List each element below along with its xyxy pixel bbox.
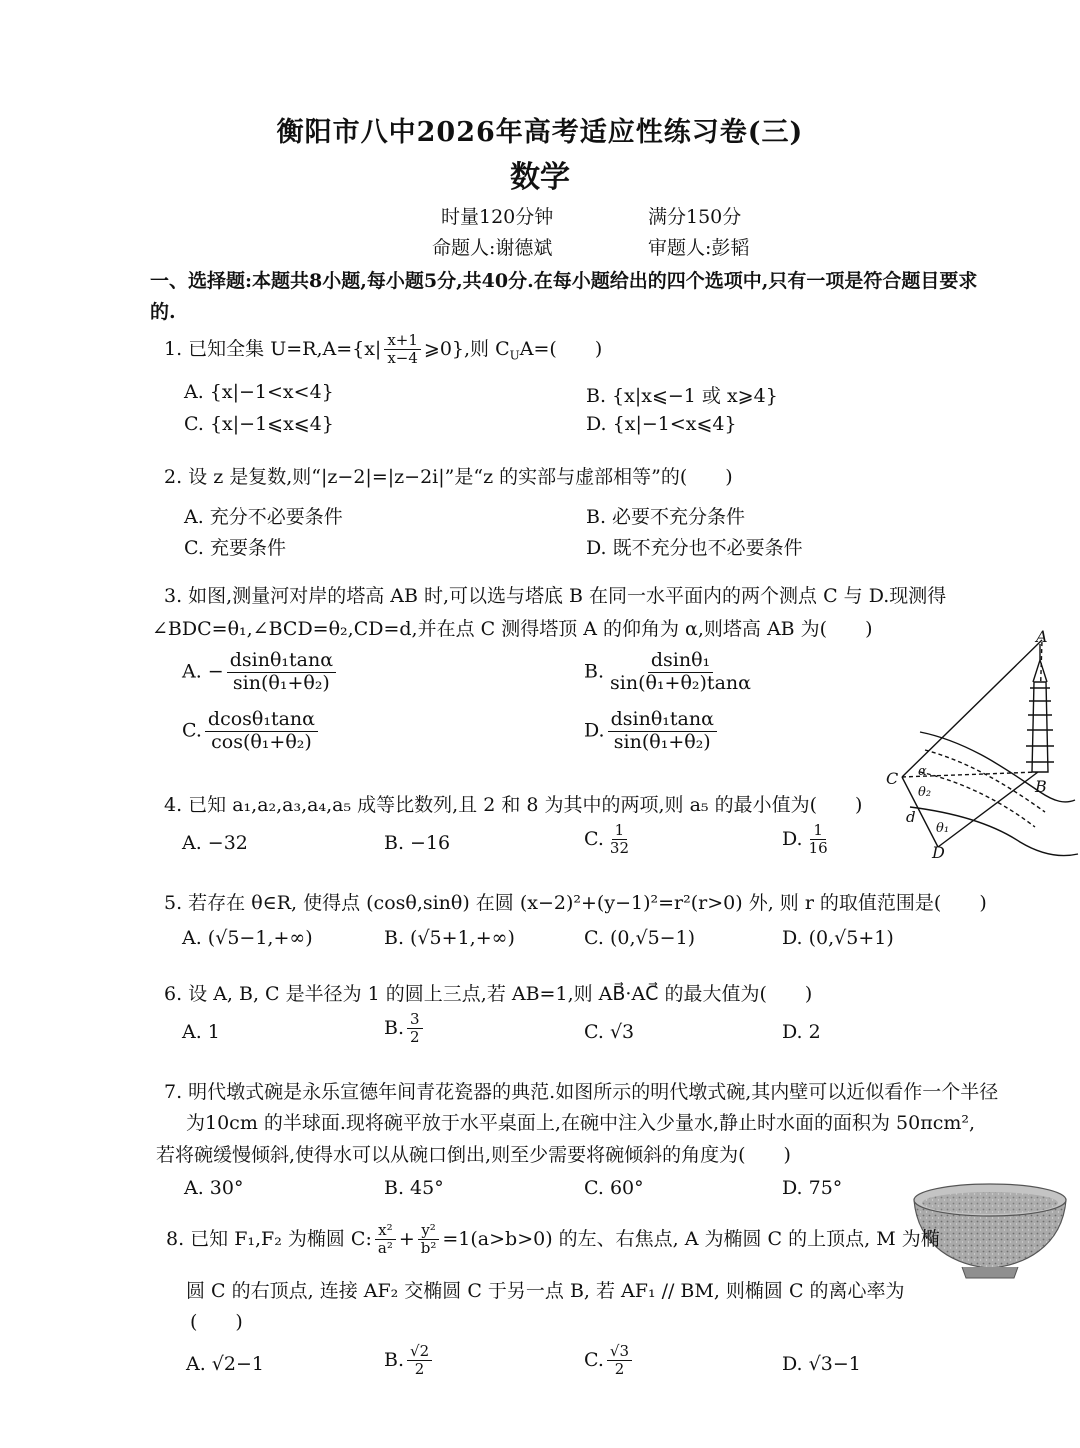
q8-option-b	[384, 1343, 435, 1379]
tower-figure	[880, 622, 1080, 862]
q8-frac1-num: x²	[375, 1222, 395, 1240]
q4-option-b: B. −16	[384, 832, 451, 854]
q6-option-d: D. 2	[782, 1021, 821, 1043]
question-8-stem-line1	[166, 1222, 940, 1258]
q7-option-a: A. 30°	[184, 1177, 244, 1199]
q3-option-d	[584, 709, 720, 754]
exam-score: 满分150分	[648, 206, 742, 228]
exam-author: 命题人:谢德斌	[432, 237, 553, 259]
river-dash-2	[920, 772, 1035, 827]
question-5-stem: 5. 若存在 θ∈R, 使得点 (cosθ,sinθ) 在圆 (x−2)²+(y−1)²=r²(r>0) 外, 则 r 的取值范围是( )	[164, 892, 987, 914]
q3-d-label: D.	[584, 719, 605, 742]
q5-option-d: D. (0,√5+1)	[782, 927, 894, 949]
section-heading: 一、选择题:本题共8小题,每小题5分,共40分.在每小题给出的四个选项中,只有一项是符合题目要求	[150, 270, 978, 292]
fig-label-theta1: θ₁	[936, 821, 950, 836]
exam-reviewer: 审题人:彭韬	[648, 237, 750, 259]
q1-stem-pre: 1. 已知全集 U=R,A={x|	[164, 337, 382, 360]
q3-a-label: A. −	[182, 660, 224, 683]
q6-option-a: A. 1	[182, 1021, 220, 1043]
q1-stem-post2: A=( )	[519, 337, 603, 360]
q4-option-a: A. −32	[182, 832, 248, 854]
q8-fraction-1	[375, 1222, 396, 1258]
q2-option-b: B. 必要不充分条件	[586, 506, 746, 528]
q7-option-c: C. 60°	[584, 1177, 644, 1199]
pagoda-body	[1032, 682, 1048, 772]
q8-b-den: 2	[414, 1360, 425, 1379]
q1-sub: U	[509, 348, 520, 363]
q6-option-c: C. √3	[584, 1021, 635, 1043]
q2-option-c: C. 充要条件	[184, 537, 286, 559]
q4-d-den: 16	[808, 839, 828, 858]
q4-c-den: 32	[609, 839, 629, 858]
q8-option-a: A. √2−1	[186, 1353, 265, 1375]
q7-option-b: B. 45°	[384, 1177, 444, 1199]
line-DB	[938, 772, 1038, 847]
question-3-stem-line1: 3. 如图,测量河对岸的塔高 AB 时,可以选与塔底 B 在同一水平面内的两个测点 C 与 D.现测得	[164, 585, 947, 607]
exam-title: 衡阳市八中2026年高考适应性练习卷(三)	[276, 117, 804, 148]
q8-plus: +	[398, 1227, 415, 1250]
q3-b-label: B.	[584, 660, 605, 683]
q3-b-num: dsinθ₁	[648, 650, 713, 673]
q4-option-c	[584, 822, 635, 858]
fig-label-a: A	[1036, 627, 1048, 646]
question-7-stem-line3: 若将碗缓慢倾斜,使得水可以从碗口倒出,则至少需要将碗倾斜的角度为( )	[156, 1144, 791, 1166]
subject-title: 数学	[510, 160, 570, 195]
q8-option-d: D. √3−1	[782, 1353, 861, 1375]
q8-stem-post: =1(a>b>0) 的左、右焦点, A 为椭圆 C 的上顶点, M 为椭	[442, 1227, 940, 1250]
q6-b-label: B.	[384, 1016, 405, 1039]
q8-frac1-den: a²	[377, 1239, 393, 1258]
q3-c-label: C.	[182, 719, 202, 742]
q1-fraction	[384, 332, 421, 368]
exam-time: 时量120分钟	[441, 206, 554, 228]
q3-option-c	[182, 709, 321, 754]
question-3-stem-line2: ∠BDC=θ₁,∠BCD=θ₂,CD=d,并在点 C 测得塔顶 A 的仰角为 α,则塔高 AB 为( )	[152, 618, 873, 640]
fig-label-d: D	[932, 843, 945, 862]
q4-c-label: C.	[584, 827, 604, 850]
q4-c-fraction	[607, 822, 632, 858]
q8-c-den: 2	[614, 1360, 625, 1379]
section-heading-cont: 的.	[150, 301, 176, 323]
q8-c-label: C.	[584, 1348, 604, 1371]
question-7-stem-line1: 7. 明代墩式碗是永乐宣德年间青花瓷器的典范.如图所示的明代墩式碗,其内壁可以近似看作一个半径	[164, 1081, 999, 1103]
q5-option-a: A. (√5−1,+∞)	[182, 927, 313, 949]
pagoda-roof	[1033, 660, 1047, 682]
q3-d-den: sin(θ₁+θ₂)	[613, 730, 711, 753]
q1-option-a: A. {x|−1<x<4}	[184, 381, 334, 403]
q8-frac2-num: y²	[418, 1222, 439, 1240]
q8-b-num: √2	[407, 1343, 432, 1361]
q1-option-b: B. {x|x⩽−1 或 x⩾4}	[586, 385, 778, 407]
river-bank-upper	[920, 732, 1075, 802]
q8-fraction-2	[418, 1222, 440, 1258]
q4-d-num: 1	[810, 822, 826, 840]
q2-option-d: D. 既不充分也不必要条件	[586, 537, 803, 559]
q4-c-num: 1	[612, 822, 628, 840]
q6-b-fraction	[407, 1011, 423, 1047]
q8-stem-pre: 8. 已知 F₁,F₂ 为椭圆 C:	[166, 1227, 372, 1250]
q1-frac-den: x−4	[387, 349, 418, 368]
q6-b-num: 3	[407, 1011, 423, 1029]
q1-frac-num: x+1	[384, 332, 421, 350]
q3-b-fraction	[607, 650, 754, 695]
question-8-stem-line3: ( )	[190, 1311, 243, 1333]
q8-b-fraction	[407, 1343, 432, 1379]
fig-label-alpha: α	[918, 764, 927, 779]
fig-label-c: C	[886, 769, 899, 788]
q3-c-den: cos(θ₁+θ₂)	[211, 730, 312, 753]
fig-label-theta2: θ₂	[918, 785, 932, 800]
question-6-stem: 6. 设 A, B, C 是半径为 1 的圆上三点,若 AB=1,则 AB⃗·AC⃗ 的最大值为( )	[164, 983, 813, 1005]
q3-b-den: sin(θ₁+θ₂)tanα	[610, 671, 751, 694]
q8-c-num: √3	[607, 1343, 632, 1361]
q3-option-a	[182, 650, 339, 695]
q3-a-fraction	[227, 650, 336, 695]
q4-option-d	[782, 822, 834, 858]
q1-option-d: D. {x|−1<x⩽4}	[586, 413, 737, 435]
question-4-stem: 4. 已知 a₁,a₂,a₃,a₄,a₅ 成等比数列,且 2 和 8 为其中的两项,则 a₅ 的最小值为( )	[164, 794, 863, 816]
bowl-inner	[922, 1192, 1058, 1214]
question-8-stem-line2: 圆 C 的右顶点, 连接 AF₂ 交椭圆 C 于另一点 B, 若 AF₁ // BM, 则椭圆 C 的离心率为	[186, 1280, 905, 1302]
q4-d-label: D.	[782, 827, 803, 850]
q3-option-b	[584, 650, 757, 695]
q8-b-label: B.	[384, 1348, 405, 1371]
fig-label-b: B	[1035, 777, 1047, 796]
q3-c-num: dcosθ₁tanα	[205, 709, 318, 732]
q7-option-d: D. 75°	[782, 1177, 843, 1199]
q3-a-den: sin(θ₁+θ₂)	[232, 671, 330, 694]
q6-option-b	[384, 1011, 426, 1047]
fig-label-d-length: d	[906, 808, 916, 826]
q8-option-c	[584, 1343, 635, 1379]
q1-option-c: C. {x|−1⩽x⩽4}	[184, 413, 334, 435]
q3-d-num: dsinθ₁tanα	[608, 709, 717, 732]
q2-option-a: A. 充分不必要条件	[184, 506, 343, 528]
q8-c-fraction	[607, 1343, 632, 1379]
q4-d-fraction	[806, 822, 831, 858]
line-CA	[902, 640, 1042, 777]
q6-b-den: 2	[410, 1028, 420, 1047]
question-7-stem-line2: 为10cm 的半球面.现将碗平放于水平桌面上,在碗中注入少量水,静止时水面的面积为 50πcm²,	[186, 1112, 976, 1134]
q3-d-fraction	[608, 709, 717, 754]
q5-option-b: B. (√5+1,+∞)	[384, 927, 515, 949]
q5-option-c: C. (0,√5−1)	[584, 927, 696, 949]
q8-frac2-den: b²	[420, 1239, 437, 1258]
question-1-stem	[164, 332, 602, 368]
q3-c-fraction	[205, 709, 318, 754]
q3-a-num: dsinθ₁tanα	[227, 650, 336, 673]
question-2-stem: 2. 设 z 是复数,则“|z−2|=|z−2i|”是“z 的实部与虚部相等”的( )	[164, 466, 733, 488]
bowl-foot	[962, 1267, 1018, 1278]
q1-stem-post: ⩾0},则 C	[423, 337, 510, 360]
